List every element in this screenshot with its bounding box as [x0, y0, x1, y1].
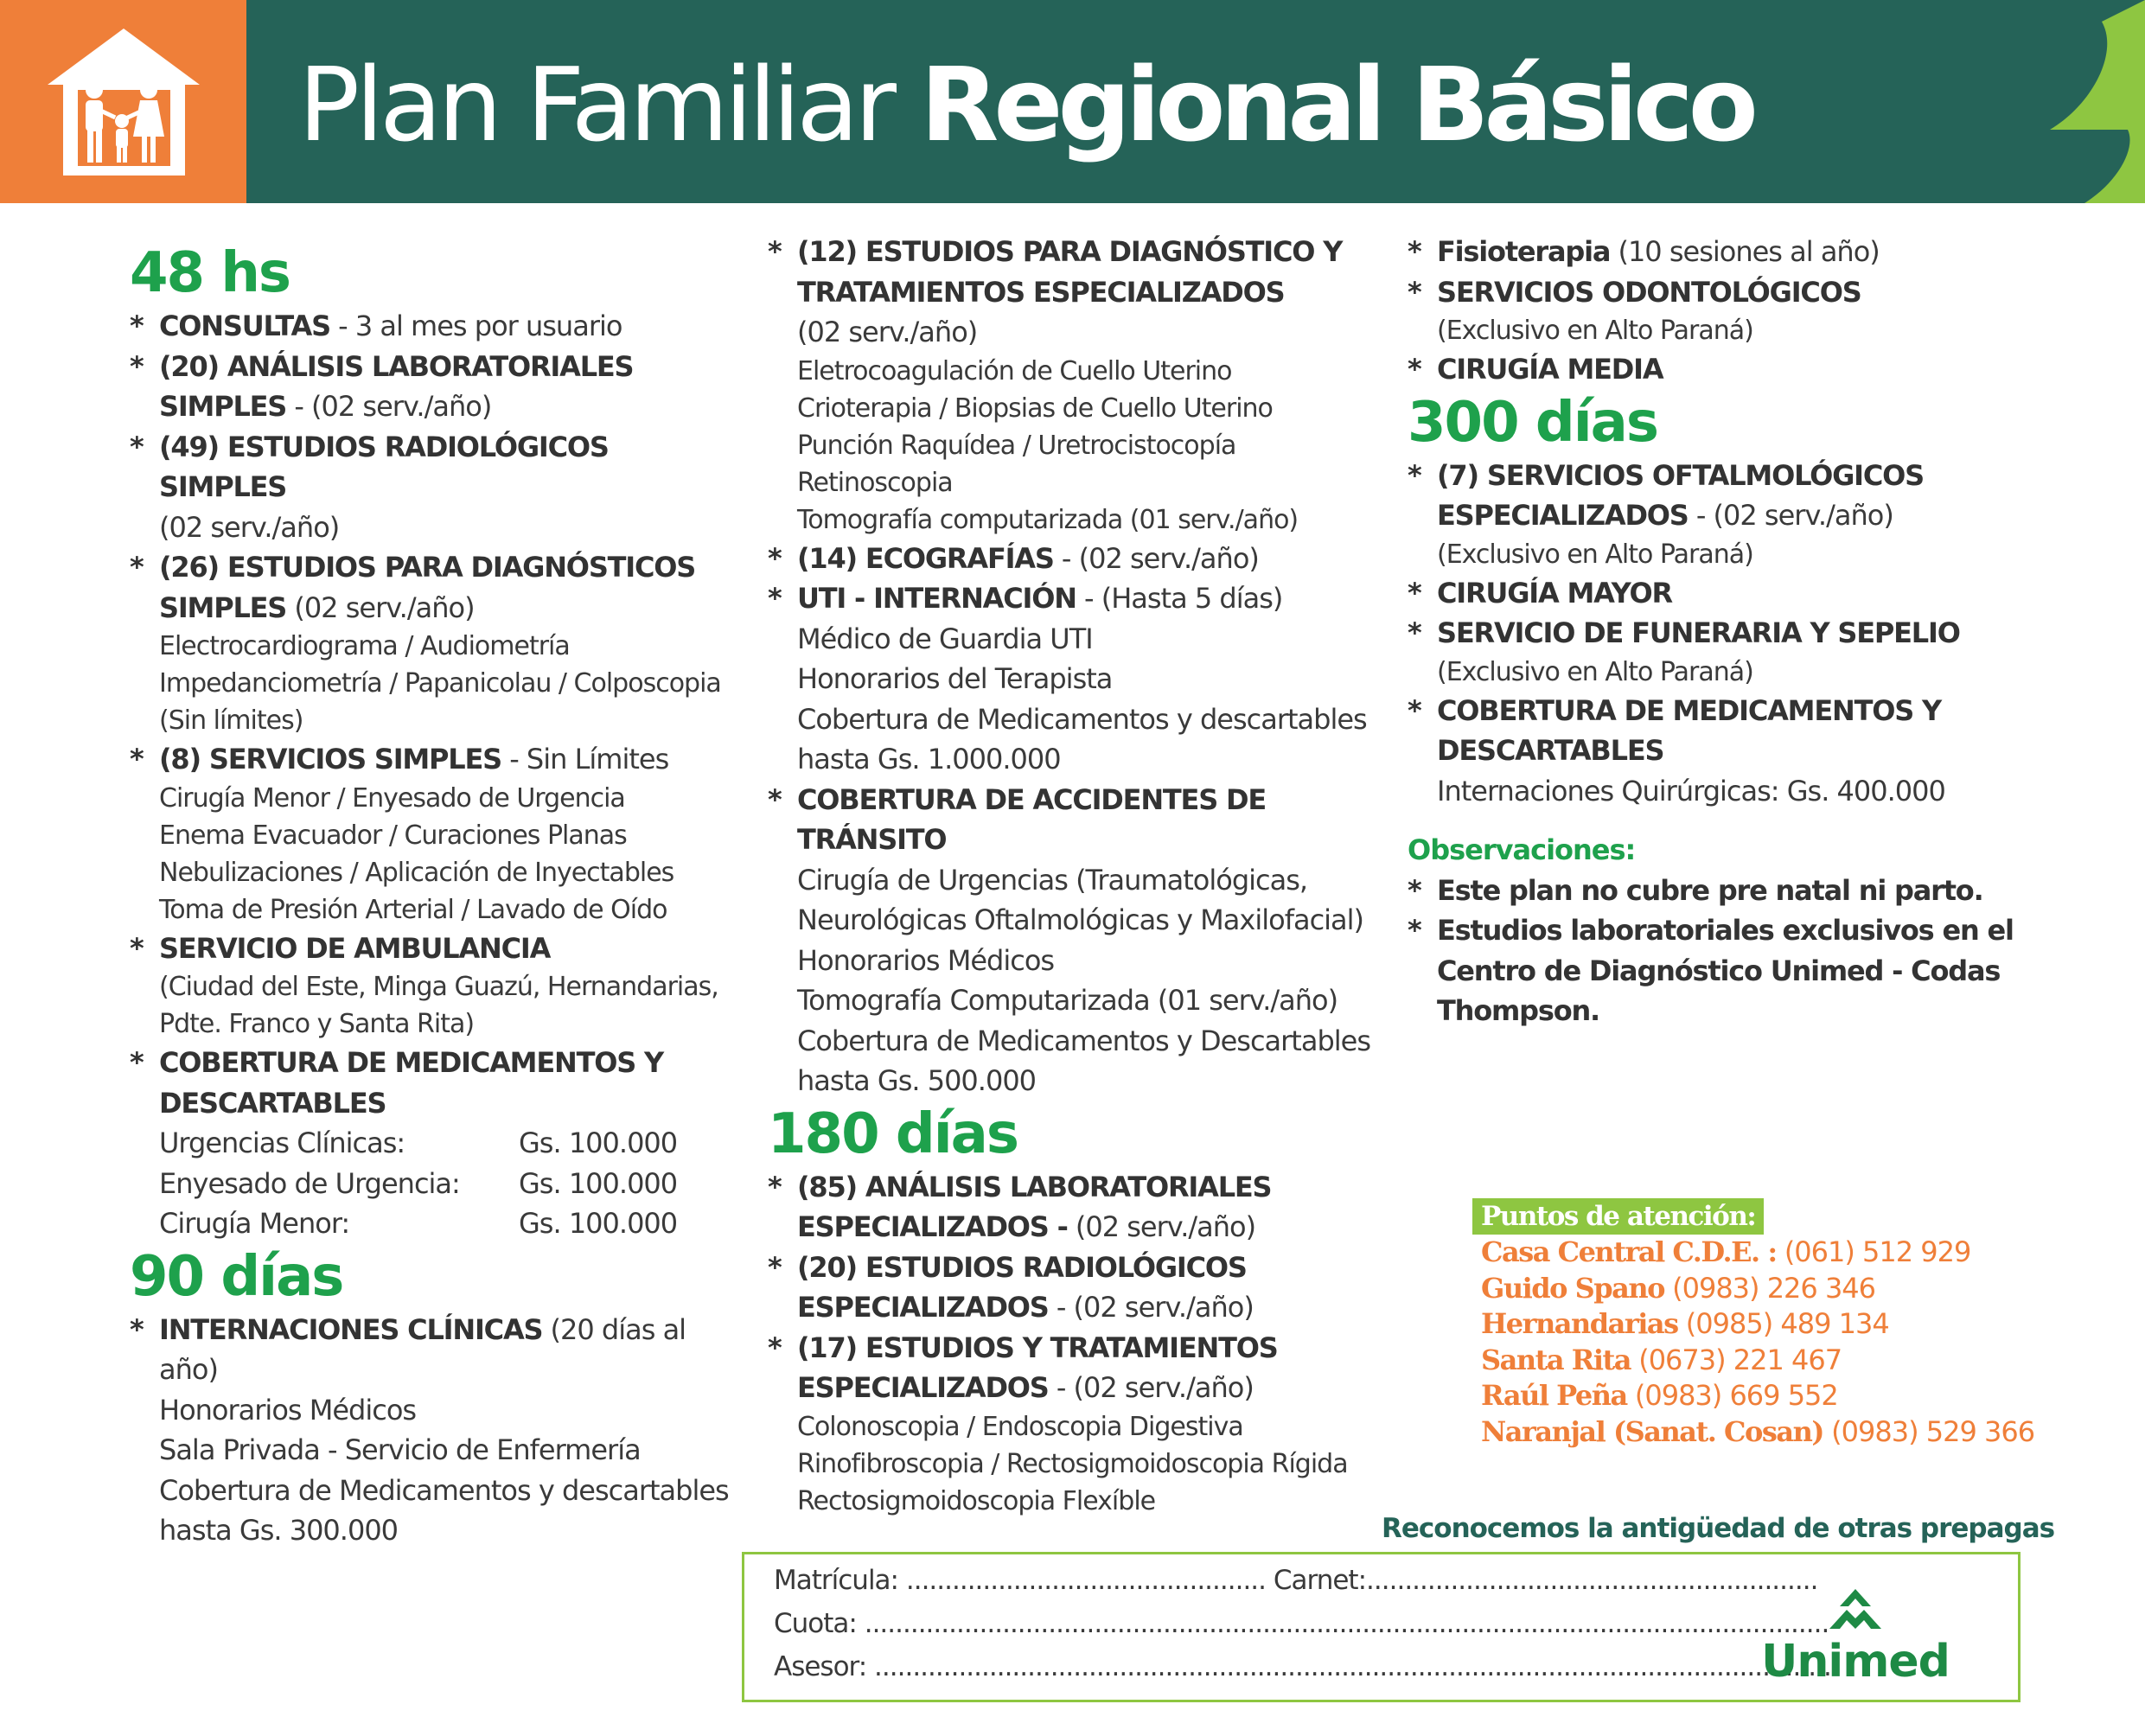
family-house-icon [0, 0, 246, 203]
detail-line: hasta Gs. 500.000 [797, 1064, 1037, 1097]
list-item: * (85) ANÁLISIS LABORATORIALES ESPECIALIZADOS - (02 serv./año) [768, 1170, 1272, 1243]
list-item: * (20) ANÁLISIS LABORATORIALES SIMPLES - (02 serv./año) [130, 349, 634, 423]
contact-row: Guido Spano (0983) 226 346 [1481, 1271, 1876, 1305]
detail-line: (Exclusivo en Alto Paraná) [1437, 316, 1753, 346]
asesor-line: Asesor: ............................................................................................................................. [774, 1651, 1831, 1682]
detail-line: Nebulizaciones / Aplicación de Inyectables [159, 857, 674, 888]
unimed-brand: Unimed [1761, 1636, 1950, 1688]
list-item: * (14) ECOGRAFÍAS - (02 serv./año) [768, 541, 1259, 575]
detail-line: hasta Gs. 1.000.000 [797, 743, 1061, 775]
unimed-logo-icon [1821, 1587, 1890, 1631]
list-item: * Fisioterapia (10 sesiones al año) [1408, 235, 1880, 268]
logo-box [0, 0, 246, 203]
list-item: * SERVICIO DE FUNERARIA Y SEPELIO [1408, 616, 1960, 649]
column-1 [130, 240, 735, 1551]
list-item: * (49) ESTUDIOS RADIOLÓGICOS SIMPLES (02 serv./año) [130, 430, 609, 544]
detail-line: Cirugía Menor / Enyesado de Urgencia [159, 782, 625, 814]
observation-item: * Este plan no cubre pre natal ni parto. [1408, 873, 1983, 907]
section-180dias: 180 días [768, 1101, 1018, 1166]
detail-line: Enema Evacuador / Curaciones Planas [159, 820, 627, 851]
detail-line: Tomografía computarizada (01 serv./año) [797, 504, 1299, 535]
page-title [298, 45, 1753, 164]
observation-item: * Estudios laboratoriales exclusivos en el Centro de Diagnóstico Unimed - Codas Thompson. [1408, 914, 2014, 1027]
matricula-label: Matrícula: [774, 1565, 899, 1596]
list-item: * SERVICIO DE AMBULANCIA [130, 931, 551, 965]
puntos-de-atencion [1472, 1198, 2078, 1450]
detail-line: (02 serv./año) [797, 316, 978, 348]
contact-row: Raúl Peña (0983) 669 552 [1481, 1379, 1838, 1412]
detail-line: Cobertura de Medicamentos y descartables [159, 1473, 729, 1507]
list-item: * (8) SERVICIOS SIMPLES - Sin Límites [130, 743, 669, 775]
coverage-row: Enyesado de Urgencia: Gs. 100.000 [159, 1166, 678, 1200]
detail-line: Rectosigmoidoscopia Flexíble [797, 1485, 1156, 1516]
detail-line: Honorarios Médicos [797, 943, 1055, 977]
list-item: * (12) ESTUDIOS PARA DIAGNÓSTICO Y TRATAMIENTOS ESPECIALIZADOS [768, 235, 1343, 309]
reconocemos-text: Reconocemos la antigüedad de otras prepagas [1382, 1513, 2055, 1544]
coverage-row: Urgencias Clínicas: Gs. 100.000 [159, 1126, 678, 1159]
detail-line: Médico de Guardia UTI [797, 622, 1093, 655]
observaciones-title: Observaciones: [1408, 833, 1636, 866]
cuota-line: Cuota: .............................................................................................................................. [774, 1608, 1829, 1639]
asesor-label: Asesor: [774, 1651, 867, 1682]
list-item: * INTERNACIONES CLÍNICAS (20 días al año) [130, 1312, 686, 1386]
detail-line: Honorarios del Terapista [797, 662, 1113, 695]
puntos-title: Puntos de atención: [1472, 1198, 1764, 1235]
section-300dias: 300 días [1408, 390, 1657, 455]
detail-line: Impedanciometría / Papanicolau / Colposcopia [159, 668, 721, 699]
detail-line: Electrocardiograma / Audiometría [159, 631, 570, 661]
list-item: * CIRUGÍA MEDIA [1408, 353, 1663, 386]
corner-swoosh-icon [1989, 0, 2145, 203]
detail-line: Sala Privada - Servicio de Enfermería [159, 1433, 641, 1466]
contact-row: Casa Central C.D.E. : (061) 512 929 [1481, 1235, 1971, 1268]
list-item: * (26) ESTUDIOS PARA DIAGNÓSTICOS SIMPLES (02 serv./año) [130, 551, 696, 624]
title-bold: Regional Básico [920, 45, 1753, 164]
carnet-label: Carnet: [1273, 1565, 1367, 1596]
column-2 [768, 232, 1390, 1520]
cuota-label: Cuota: [774, 1608, 857, 1639]
header-bar [0, 0, 2145, 203]
contact-row: Naranjal (Sanat. Cosan) (0983) 529 366 [1481, 1414, 2035, 1448]
detail-line: hasta Gs. 300.000 [159, 1514, 399, 1547]
contact-row: Santa Rita (0673) 221 467 [1481, 1343, 1842, 1376]
list-item: * COBERTURA DE MEDICAMENTOS Y DESCARTABLES [1408, 693, 1941, 767]
detail-line: Honorarios Médicos [159, 1393, 417, 1426]
unimed-logo [1756, 1587, 1955, 1688]
list-item: * (20) ESTUDIOS RADIOLÓGICOS ESPECIALIZADOS - (02 serv./año) [768, 1250, 1254, 1324]
detail-line: Cobertura de Medicamentos y Descartables [797, 1024, 1371, 1057]
column-3 [1408, 232, 2099, 1031]
list-item: * CIRUGÍA MAYOR [1408, 576, 1672, 610]
list-item: * CONSULTAS - 3 al mes por usuario [130, 310, 622, 342]
detail-line: (Exclusivo en Alto Paraná) [1437, 539, 1753, 570]
detail-line: Punción Raquídea / Uretrocistocopía [797, 430, 1236, 461]
list-item: * SERVICIOS ODONTOLÓGICOS [1408, 275, 1861, 309]
detail-line: Crioterapia / Biopsias de Cuello Uterino [797, 393, 1273, 424]
detail-line: Retinoscopia [797, 467, 953, 498]
contact-row: Hernandarias (0985) 489 134 [1481, 1307, 1889, 1340]
list-item: * (17) ESTUDIOS Y TRATAMIENTOS ESPECIALIZADOS - (02 serv./año) [768, 1331, 1278, 1404]
detail-line: (Exclusivo en Alto Paraná) [1437, 656, 1753, 687]
detail-line: (Ciudad del Este, Minga Guazú, Hernandarias, [159, 972, 718, 1002]
detail-line: Internaciones Quirúrgicas: Gs. 400.000 [1437, 774, 1945, 807]
list-item: * COBERTURA DE ACCIDENTES DE TRÁNSITO [768, 782, 1267, 856]
section-90dias: 90 días [130, 1244, 343, 1309]
list-item: * COBERTURA DE MEDICAMENTOS Y DESCARTABLES [130, 1046, 663, 1120]
list-item: * (7) SERVICIOS OFTALMOLÓGICOS ESPECIALIZADOS - (02 serv./año) [1408, 458, 1925, 532]
detail-line: Toma de Presión Arterial / Lavado de Oído [159, 894, 667, 925]
detail-line: (Sin límites) [159, 705, 303, 736]
detail-line: Neurológicas Oftalmológicas y Maxilofacial) [797, 903, 1364, 936]
detail-line: Cobertura de Medicamentos y descartables [797, 702, 1367, 736]
matricula-line: Matrícula: ............................................... Carnet:........................................................... [774, 1565, 1818, 1596]
detail-line: Rinofibroscopia / Rectosigmoidoscopia Rígida [797, 1448, 1348, 1479]
title-light: Plan Familiar [298, 45, 893, 164]
detail-line: Cirugía de Urgencias (Traumatológicas, [797, 863, 1308, 897]
detail-line: Colonoscopia / Endoscopia Digestiva [797, 1411, 1243, 1442]
advisor-form [742, 1552, 2021, 1702]
detail-line: Pdte. Franco y Santa Rita) [159, 1009, 475, 1039]
list-item: * UTI - INTERNACIÓN - (Hasta 5 días) [768, 582, 1283, 615]
detail-line: Tomografía Computarizada (01 serv./año) [797, 984, 1338, 1017]
section-48hs: 48 hs [130, 241, 290, 305]
detail-line: Eletrocoagulación de Cuello Uterino [797, 355, 1232, 386]
coverage-row: Cirugía Menor: Gs. 100.000 [159, 1207, 678, 1240]
